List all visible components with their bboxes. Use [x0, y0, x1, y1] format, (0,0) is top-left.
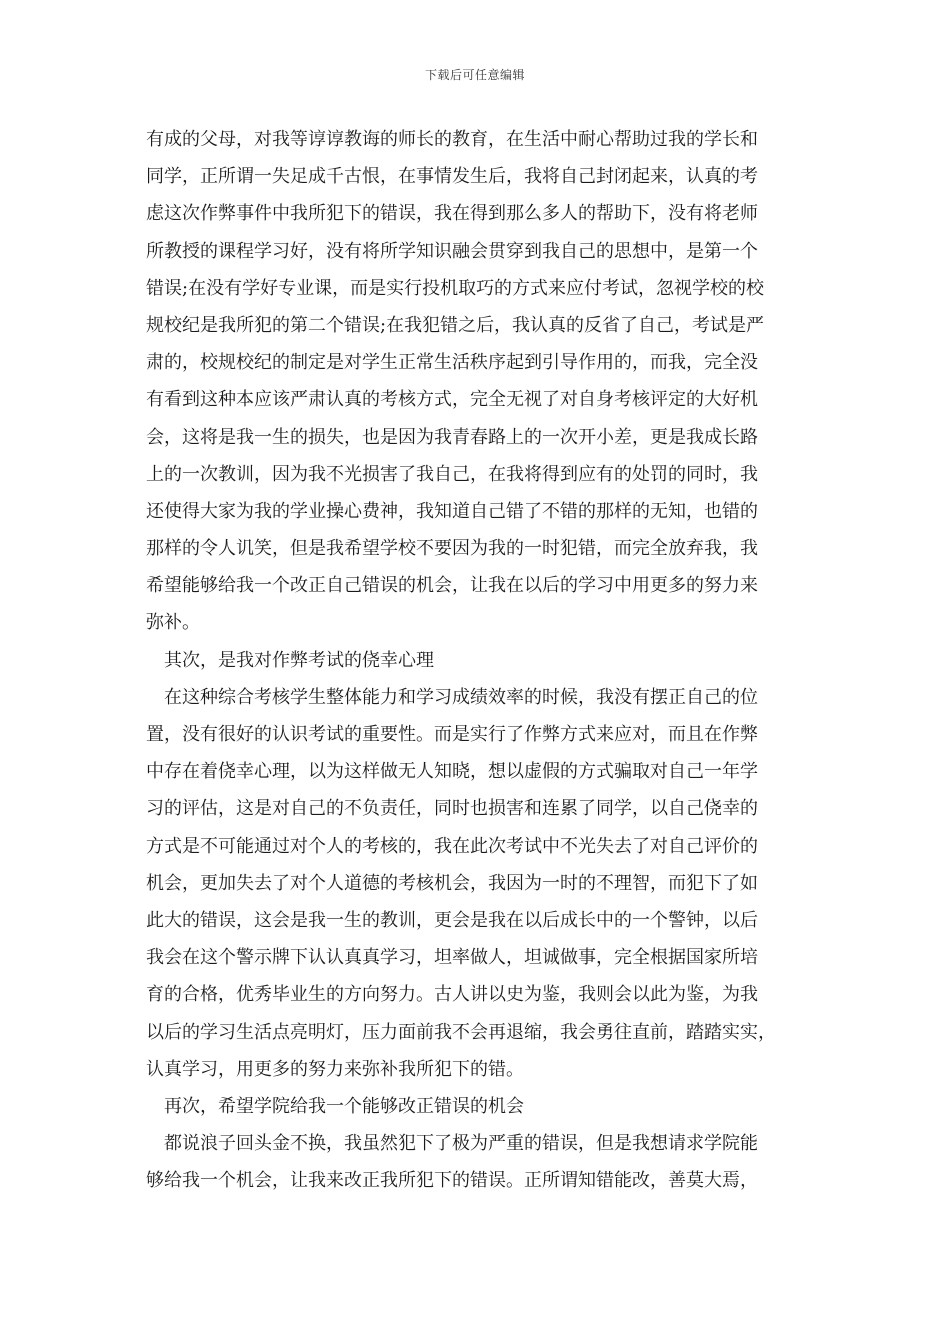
text-line: 在这种综合考核学生整体能力和学习成绩效率的时候，我没有摆正自己的位 [164, 686, 758, 708]
text-line: 机会，更加失去了对个人道德的考核机会，我因为一时的不理智，而犯下了如 [146, 872, 758, 894]
page-header: 下载后可任意编辑 [424, 68, 525, 82]
text-line: 上的一次教训，因为我不光损害了我自己，在我将得到应有的处罚的同时，我 [146, 463, 758, 485]
text-line: 够给我一个机会，让我来改正我所犯下的错误。正所谓知错能改，善莫大焉， [146, 1170, 758, 1192]
text-line: 此大的错误，这会是我一生的教训，更会是我在以后成长中的一个警钟，以后 [146, 909, 758, 931]
text-line: 规校纪是我所犯的第二个错误;在我犯错之后，我认真的反省了自己，考试是严 [146, 314, 765, 336]
text-line: 置，没有很好的认识考试的重要性。而是实行了作弊方式来应对，而且在作弊 [146, 724, 758, 745]
section-heading: 其次，是我对作弊考试的侥幸心理 [164, 649, 434, 671]
text-line: 肃的，校规校纪的制定是对学生正常生活秩序起到引导作用的，而我，完全没 [146, 352, 758, 374]
section-heading: 再次，希望学院给我一个能够改正错误的机会 [164, 1095, 524, 1117]
text-line: 还使得大家为我的学业操心费神，我知道自己错了不错的那样的无知，也错的 [146, 500, 758, 522]
text-line: 习的评估，这是对自己的不负责任，同时也损害和连累了同学，以自己侥幸的 [146, 798, 758, 820]
text-line: 同学，正所谓一失足成千古恨，在事情发生后，我将自己封闭起来，认真的考 [146, 166, 758, 188]
text-line: 弥补。 [146, 612, 200, 634]
document-body [146, 121, 806, 1199]
text-line: 都说浪子回头金不换，我虽然犯下了极为严重的错误，但是我想请求学院能 [164, 1133, 758, 1155]
text-line: 那样的令人讥笑，但是我希望学校不要因为我的一时犯错，而完全放弃我，我 [146, 538, 758, 560]
text-line: 会，这将是我一生的损失，也是因为我青春路上的一次开小差，更是我成长路 [146, 426, 758, 448]
text-line: 中存在着侥幸心理，以为这样做无人知晓，想以虚假的方式骗取对自己一年学 [146, 761, 758, 783]
text-line: 育的合格，优秀毕业生的方向努力。古人讲以史为鉴，我则会以此为鉴，为我 [146, 984, 758, 1006]
text-line: 以后的学习生活点亮明灯，压力面前我不会再退缩，我会勇往直前，踏踏实实， [146, 1021, 776, 1043]
text-line: 希望能够给我一个改正自己错误的机会，让我在以后的学习中用更多的努力来 [146, 575, 758, 597]
text-line: 所教授的课程学习好，没有将所学知识融会贯穿到我自己的思想中，是第一个 [146, 240, 758, 262]
text-line: 认真学习，用更多的努力来弥补我所犯下的错。 [146, 1058, 524, 1080]
text-line: 有成的父母，对我等谆谆教诲的师长的教育，在生活中耐心帮助过我的学长和 [146, 129, 758, 150]
text-line: 虑这次作弊事件中我所犯下的错误，我在得到那么多人的帮助下，没有将老师 [146, 203, 758, 225]
text-line: 方式是不可能通过对个人的考核的，我在此次考试中不光失去了对自己评价的 [146, 835, 758, 857]
text-line: 我会在这个警示牌下认认真真学习，坦率做人，坦诚做事，完全根据国家所培 [146, 947, 758, 969]
text-line: 错误;在没有学好专业课，而是实行投机取巧的方式来应付考试，忽视学校的校 [146, 277, 765, 299]
text-line: 有看到这种本应该严肃认真的考核方式，完全无视了对自身考核评定的大好机 [146, 389, 758, 411]
